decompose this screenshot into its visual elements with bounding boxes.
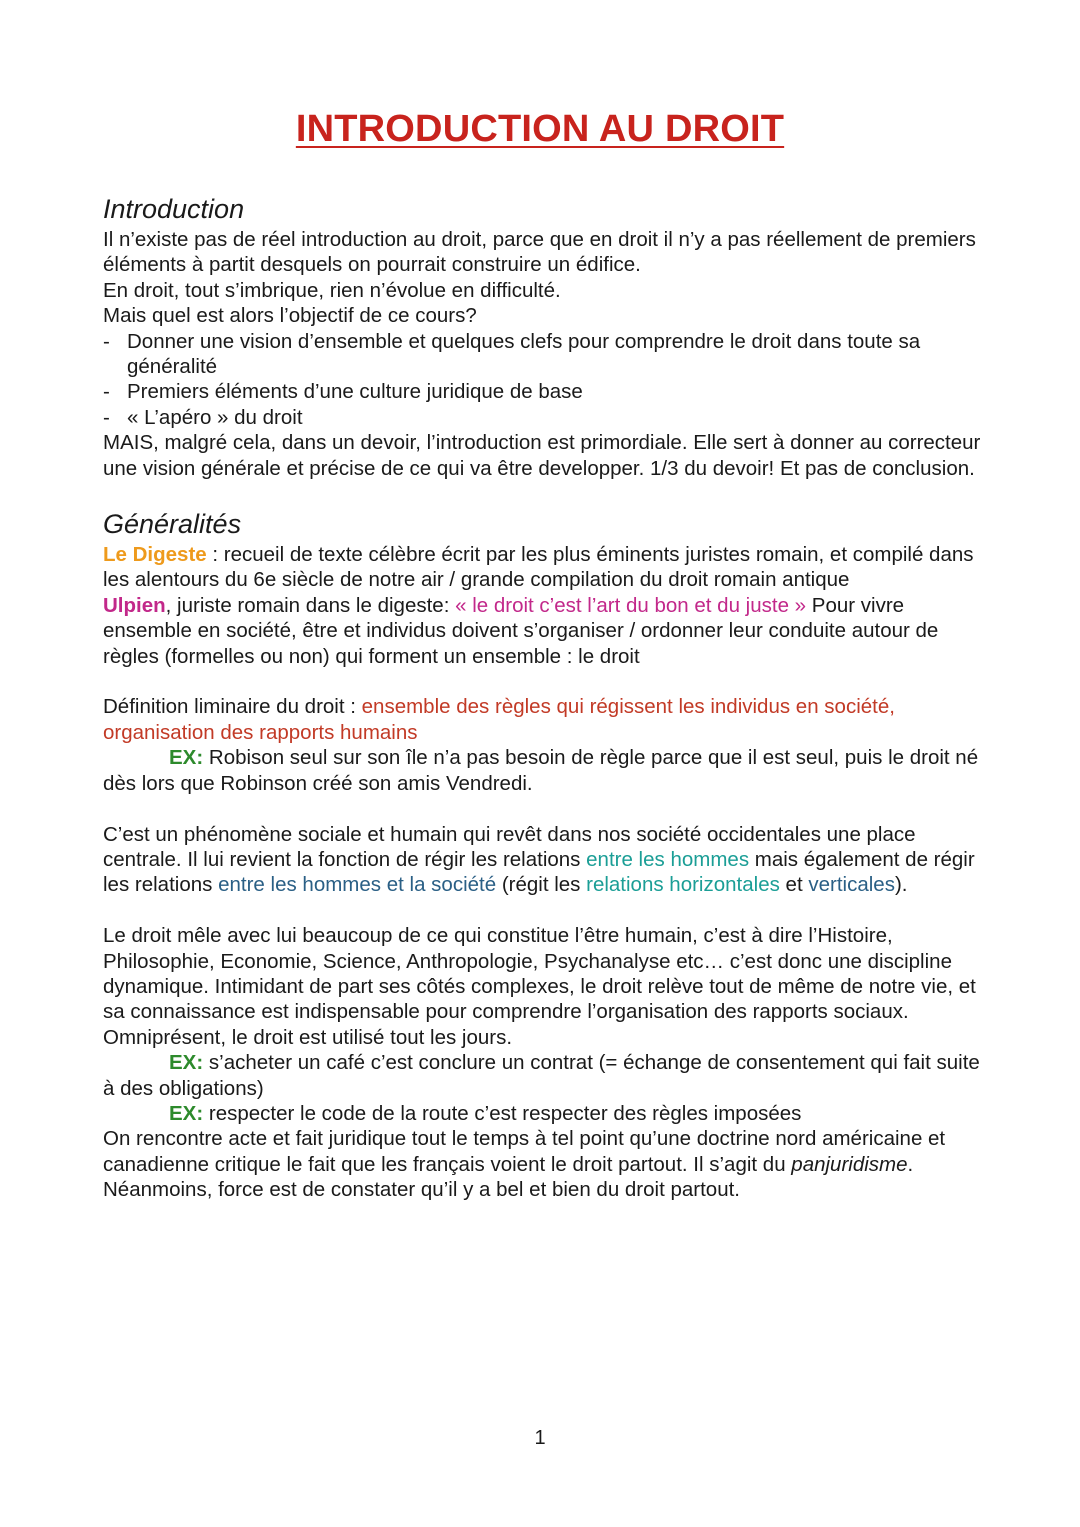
list-item: - « L’apéro » du droit [103, 405, 983, 430]
list-item: - Donner une vision d’ensemble et quelques clefs pour comprendre le droit dans toute sa généralité [103, 329, 983, 380]
paragraph-droit-mele: Le droit mêle avec lui beaucoup de ce qui constitue l’être humain, c’est à dire l’Histoire, Philosophie, Economie, Science, Anthropologie, Psychanalyse etc… c’est donc une discipline dynamique. Intimidant de part ses côtés complexes, le droit relève tout de même de notre vie, et sa connaissance est indispensable pour comprendre l’organisation des rapports sociaux. Omniprésent, le droit est utilisé tout les jours. [103, 924, 976, 1049]
section-heading-generalites: Généralités [103, 509, 242, 540]
paragraph: En droit, tout s’imbrique, rien n’évolue en difficulté. [103, 278, 561, 302]
paragraph: Il n’existe pas de réel introduction au droit, parce que en droit il n’y a pas réellement de premiers éléments à partit desquels on pourrait construire un édifice. [103, 228, 976, 277]
page-title: INTRODUCTION AU DROIT [295, 108, 785, 150]
objectives-list [103, 329, 983, 431]
paragraph-ulpien: Ulpien, juriste romain dans le digeste: « le droit c’est l’art du bon et du juste » Pour vivre ensemble en société, être et individus doivent s’organiser / ordonner leur conduite autour de règles (formelles ou non) qui forment un ensemble : le droit [103, 593, 939, 668]
paragraph-phenomene: C’est un phénomène sociale et humain qui revêt dans nos société occidentales une place centrale. Il lui revient la fonction de régir les relations entre les hommes mais également de régir les relations entre les hommes et la société (régit les relations horizontales et verticales). [103, 822, 975, 897]
paragraph: Mais quel est alors l’objectif de ce cours? [103, 304, 477, 328]
page-number: 1 [534, 1427, 546, 1449]
term-digeste: Le Digeste [103, 543, 207, 567]
example-robinson: EX: Robison seul sur son île n’a pas besoin de règle parce que il est seul, puis le droit né dès lors que Robinson créé son amis Vendredi. [103, 746, 979, 795]
paragraph-panjuridisme: On rencontre acte et fait juridique tout le temps à tel point qu’une doctrine nord américaine et canadienne critique le fait que les français voient le droit partout. Il s’agit du panjuridisme. Néanmoins, force est de constater qu’il y a bel et bien du droit partout. [103, 1127, 946, 1202]
paragraph: MAIS, malgré cela, dans un devoir, l’introduction est primordiale. Elle sert à donner au correcteur une vision générale et précise de ce qui va être developper. 1/3 du devoir! Et pas de conclusion. [103, 431, 981, 480]
document-body [103, 192, 983, 1203]
example-code-route: EX: respecter le code de la route c’est respecter des règles imposées [169, 1101, 802, 1125]
list-item: - Premiers éléments d’une culture juridique de base [103, 379, 983, 404]
example-label: EX: [169, 746, 204, 770]
paragraph-digeste: Le Digeste : recueil de texte célèbre écrit par les plus éminents juristes romain, et compilé dans les alentours du 6e siècle de notre air / grande compilation du droit romain antique [103, 543, 974, 592]
quote-ulpien: « le droit c’est l’art du bon et du juste » [455, 593, 807, 617]
term-panjuridisme: panjuridisme [791, 1152, 908, 1176]
term-ulpien: Ulpien [103, 593, 166, 617]
definition-text: ensemble des règles qui régissent les individus en société, organisation des rapports humains [103, 695, 895, 744]
example-label: EX: [169, 1101, 204, 1125]
section-heading-introduction: Introduction [103, 194, 245, 224]
example-cafe: EX: s’acheter un café c’est conclure un contrat (= échange de consentement qui fait suite à des obligations) [103, 1051, 980, 1100]
example-label: EX: [169, 1051, 204, 1075]
paragraph-definition: Définition liminaire du droit : ensemble des règles qui régissent les individus en société, organisation des rapports humains [103, 695, 895, 744]
